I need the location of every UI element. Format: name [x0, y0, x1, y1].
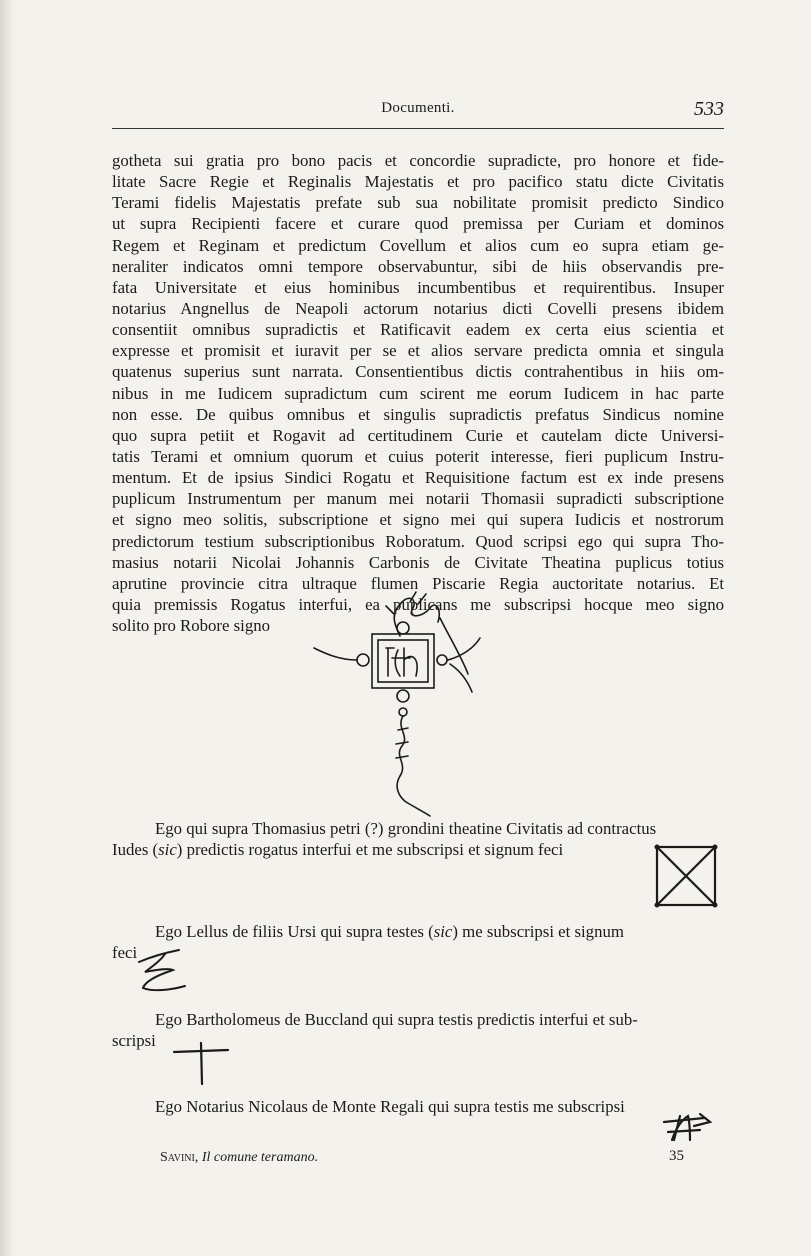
body-line: litate Sacre Regie et Reginalis Majestatis et pro pacifico statu dicte Civitatis	[112, 172, 724, 192]
subscription-thomasius-line2	[112, 839, 563, 860]
body-line: masius notarii Nicolai Johannis Carbonis de Civitate Theatina puplicus totius	[112, 552, 724, 572]
body-line: neraliter indicatos omni tempore observabuntur, sibi de hiis observandis pre-	[112, 256, 724, 276]
subscription-text: Ego Lellus de filiis Ursi qui supra testes (	[155, 922, 434, 941]
subscription-lellus-line2: feci	[112, 943, 138, 962]
subscription-nicolaus-line: Ego Notarius Nicolaus de Monte Regali qui supra testis me subscripsi	[155, 1097, 625, 1116]
page-header	[112, 98, 724, 122]
nicolaus-signum-mark	[660, 1110, 714, 1144]
subscription-bartholomeus-line2: scripsi	[112, 1031, 156, 1050]
footer-title: Il comune teramano.	[201, 1150, 319, 1165]
body-line: consentiit omnibus supradictis et Ratificavit eadem ex certa eius scientia et	[112, 320, 724, 340]
body-line: puplicum Instrumentum per manum mei notarii Thomasii supradicti subscriptione	[112, 489, 724, 509]
page-edge	[0, 0, 14, 1256]
footer-citation	[160, 1150, 318, 1166]
subscription-bartholomeus-line1: Ego Bartholomeus de Buccland qui supra testis predictis interfui et sub-	[155, 1010, 638, 1029]
lellus-signum-mark	[135, 946, 195, 996]
sic-note: sic	[158, 840, 177, 859]
body-line: aprutine provincie citra ultraque flumen Piscarie Regia auctoritate notarius. Et	[112, 573, 724, 593]
running-head: Documenti.	[381, 100, 455, 116]
body-line: nibus in me Iudicem supradictum cum scirent me eorum Iudicem in hac parte	[112, 383, 724, 403]
bartholomeus-cross-mark	[170, 1040, 234, 1086]
subscription-text: Iudes (	[112, 840, 159, 859]
body-line: tatis Terami et omnium quorum et cuius poterit interesse, fieri puplicum Instru-	[112, 446, 724, 466]
notary-signum-mark	[290, 588, 510, 818]
body-line: et signo meo solitis, subscriptione et signo mei qui supera Iudicis et nostrorum	[112, 510, 724, 530]
body-line: quo supra petiit et Rogavit ad certitudinem Curie et cautelam dicte Universi-	[112, 425, 724, 445]
body-line: ut supra Recipienti facere et curare quod premissa per Curiam et dominos	[112, 214, 724, 234]
body-line: gotheta sui gratia pro bono pacis et concordie supradicte, pro honore et fide-	[112, 151, 724, 170]
body-line: solito pro Robore signo	[112, 616, 271, 636]
body-line: quia premissis Rogatus interfui, ea puplicans me subscripsi hocque meo signo	[112, 594, 724, 614]
thomasius-signum-box	[652, 843, 720, 909]
page-number: 533	[694, 98, 724, 120]
signature-number: 35	[669, 1148, 684, 1164]
subscription-text: ) me subscripsi et signum	[452, 922, 624, 941]
subscription-text: ) predictis rogatus interfui et me subscripsi et signum feci	[176, 840, 564, 859]
body-line: Terami fidelis Majestatis prefate sub sua nobilitate promisit predicto Sindico	[112, 193, 724, 213]
body-line: mentum. Et de ipsius Sindici Rogatu et Requisitione factum est ex inde presens	[112, 468, 724, 488]
body-line: non esse. De quibus omnibus et singulis supradictis prefatus Sindicus nomine	[112, 404, 724, 424]
body-line: Regem et Reginam et predictum Covellum et alios cum eo supra etiam ge-	[112, 235, 724, 255]
body-line: fata Universitate et eius hominibus incumbentibus et requirentibus. Insuper	[112, 277, 724, 297]
header-rule	[112, 128, 724, 129]
subscription-lellus-line1	[155, 921, 624, 942]
body-line: predictorum testium subscriptionibus Roboratum. Quod scripsi ego qui supra Tho-	[112, 531, 724, 551]
body-line: expresse et promisit et iuravit per se et alios servare predicta omnia et singula	[112, 341, 724, 361]
document-body	[112, 150, 724, 636]
sic-note: sic	[433, 922, 453, 941]
body-line: quatenus superius sunt narrata. Consentientibus dictis contrahentibus in hiis om-	[112, 362, 724, 382]
subscription-thomasius-line1: Ego qui supra Thomasius petri (?) grondini theatine Civitatis ad contractus	[155, 819, 657, 838]
footer-author: Savini,	[160, 1150, 199, 1165]
body-line: notarius Angnellus de Neapoli actorum notarius dicti Covelli presens ibidem	[112, 298, 724, 318]
